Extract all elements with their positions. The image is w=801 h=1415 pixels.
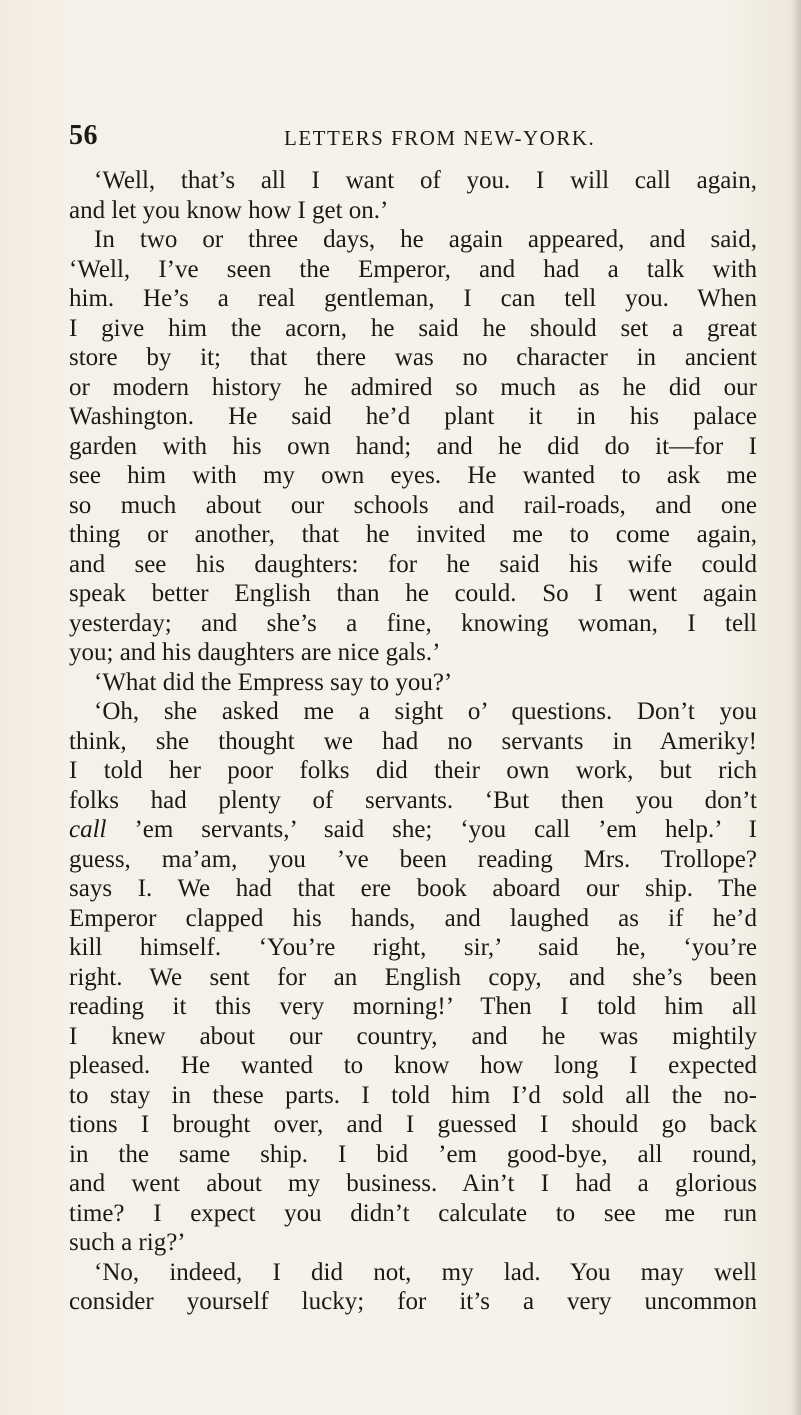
text-line: ‘What did the Empress say to you?’ [94, 668, 453, 696]
text-line: him. He’s a real gentleman, I can tell you. When [69, 285, 757, 312]
text-line: reading it this very morning!’ Then I told him all [69, 993, 757, 1020]
text-line: garden with his own hand; and he did do it—for I [69, 432, 757, 460]
text-line: see him with my own eyes. He wanted to ask me [69, 462, 757, 489]
running-head: LETTERS FROM NEW-YORK. [284, 126, 596, 150]
text-line: and let you know how I get on.’ [69, 196, 389, 224]
text-line: thing or another, that he invited me to come again, [69, 521, 757, 548]
page-number: 56 [69, 120, 98, 151]
text-line: think, she thought we had no servants in Ameriky! [69, 727, 757, 755]
text-line: call ’em servants,’ said she; ‘you call ’em help.’ I [69, 816, 757, 843]
text-line: speak better English than he could. So I went again [69, 580, 757, 607]
text-line: yesterday; and she’s a fine, knowing woman, I tell [69, 609, 757, 637]
text-line: store by it; that there was no character in ancient [69, 344, 757, 371]
text-line: consider yourself lucky; for it’s a very uncommon [69, 1288, 757, 1315]
text-line: ‘Well, I’ve seen the Emperor, and had a talk with [69, 255, 757, 283]
text-line: kill himself. ‘You’re right, sir,’ said he, ‘you’re [69, 934, 757, 961]
text-line: I give him the acorn, he said he should set a great [69, 314, 757, 342]
text-line: ‘No, indeed, I did not, my lad. You may well [94, 1258, 757, 1286]
text-line: you; and his daughters are nice gals.’ [69, 639, 441, 666]
text-line: and went about my business. Ain’t I had a glorious [69, 1170, 757, 1197]
text-line: and see his daughters: for he said his wife could [69, 550, 757, 578]
text-line: ‘Oh, she asked me a sight o’ questions. Don’t you [94, 698, 757, 725]
text-line: Washington. He said he’d plant it in his palace [69, 403, 757, 430]
page-edge-shadow [791, 0, 801, 1415]
text-line: I told her poor folks did their own work, but rich [69, 757, 757, 784]
body-text [69, 166, 757, 1317]
text-line: in the same ship. I bid ’em good-bye, all round, [69, 1140, 757, 1168]
text-line: folks had plenty of servants. ‘But then you don’t [69, 786, 757, 814]
text-line: or modern history he admired so much as he did our [69, 373, 757, 401]
text-line: time? I expect you didn’t calculate to see me run [69, 1199, 757, 1227]
text-line: pleased. He wanted to know how long I expected [69, 1052, 757, 1079]
text-line: such a rig?’ [69, 1229, 186, 1256]
text-line: ‘Well, that’s all I want of you. I will call again, [94, 167, 757, 194]
text-line: says I. We had that ere book aboard our ship. The [69, 875, 757, 902]
text-line: right. We sent for an English copy, and she’s been [69, 963, 757, 991]
text-line: I knew about our country, and he was mightily [69, 1022, 757, 1050]
text-line: tions I brought over, and I guessed I should go back [69, 1111, 757, 1138]
text-line: In two or three days, he again appeared, and said, [94, 226, 757, 253]
text-line: to stay in these parts. I told him I’d sold all the no- [69, 1081, 757, 1109]
page-header [69, 120, 757, 150]
text-line: Emperor clapped his hands, and laughed as if he’d [69, 904, 757, 932]
text-line: guess, ma’am, you ’ve been reading Mrs. Trollope? [69, 845, 757, 873]
text-line: so much about our schools and rail-roads, and one [69, 491, 757, 519]
